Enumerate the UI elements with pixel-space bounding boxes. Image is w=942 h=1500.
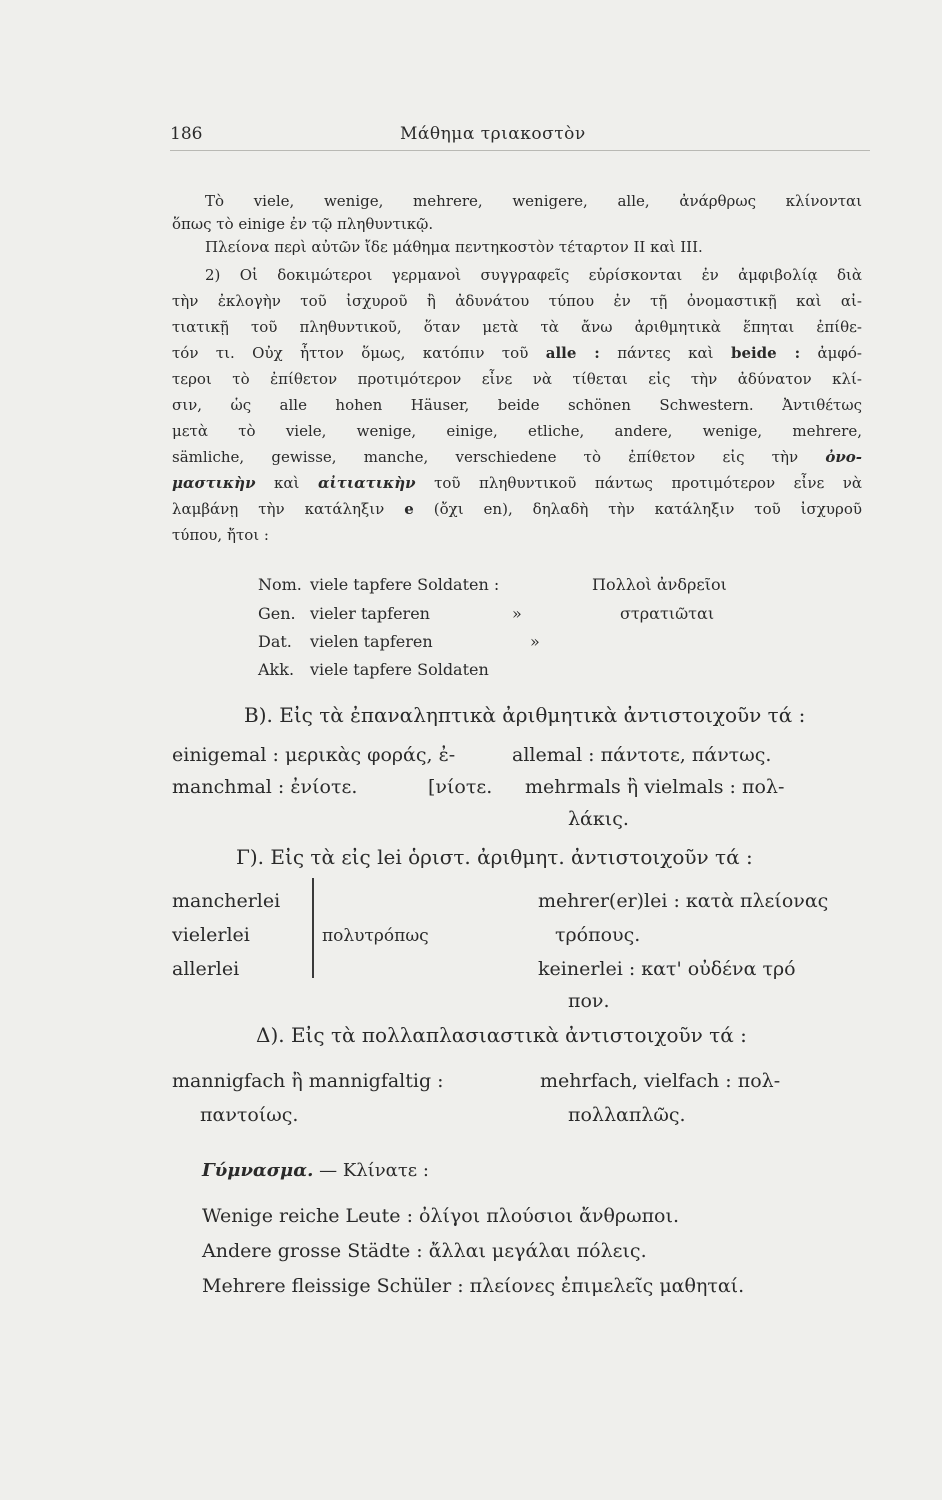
- exercise-line: Wenige reiche Leute : ὀλίγοι πλούσιοι ἄνθρωποι.: [202, 1205, 679, 1227]
- case-label: Akk.: [258, 660, 295, 679]
- case-form: viele tapfere Soldaten: [310, 660, 489, 679]
- case-greek: στρατιῶται: [620, 604, 715, 623]
- exercise-heading: [202, 1160, 429, 1181]
- note-text: τοῦ πληθυντικοῦ πάντως προτιμότερον εἶνε νὰ: [434, 474, 862, 492]
- section-g-right: τρόπους.: [555, 924, 641, 946]
- note-line: τιατικῇ τοῦ πληθυντικοῦ, ὅταν μετὰ τὰ ἄνω ἀριθμητικὰ ἕπηται ἐπίθε-: [172, 318, 862, 336]
- section-d-right: πολλαπλῶς.: [568, 1104, 686, 1126]
- section-d-right: mehrfach, vielfach : πολ-: [540, 1070, 781, 1092]
- section-d-left: mannigfach ἢ mannigfaltig :: [172, 1070, 444, 1092]
- note-text: sämliche, gewisse, manche, verschiedene τὸ ἐπίθετον εἰς τὴν: [172, 448, 799, 466]
- section-b-right: allemal : πάντοτε, πάντως.: [512, 744, 772, 766]
- ditto-mark: »: [530, 632, 540, 651]
- note-line: τεροι τὸ ἐπίθετον προτιμότερον εἶνε νὰ τίθεται εἰς τὴν ἀδύνατον κλί-: [172, 370, 862, 388]
- grouping-bracket: [312, 878, 314, 978]
- section-g-word: allerlei: [172, 958, 240, 980]
- section-g-meaning: πολυτρόπως: [322, 926, 429, 946]
- section-d-left: παντοίως.: [200, 1104, 299, 1126]
- exercise-label: Γύμνασμα.: [202, 1160, 314, 1181]
- note-line: [172, 342, 862, 365]
- note-text: λαμβάνῃ τὴν κατάληξιν: [172, 500, 385, 518]
- note-text: πάντες καὶ: [617, 344, 714, 362]
- section-g-right: mehrer(er)lei : κατὰ πλείονας: [538, 890, 829, 912]
- case-form: viele tapfere Soldaten :: [310, 575, 500, 594]
- note-line: σιν, ὡς alle hohen Häuser, beide schönen Schwestern. Ἀντιθέτως: [172, 396, 862, 414]
- exercise-line: Mehrere fleissige Schüler : πλείονες ἐπιμελεῖς μαθηταί.: [202, 1275, 745, 1297]
- note-bold-term: beide :: [730, 344, 801, 362]
- section-b-left: einigemal : μερικὰς φοράς, ἐ-: [172, 744, 456, 766]
- section-b-heading: Β). Εἰς τὰ ἐπαναληπτικὰ ἀριθμητικὰ ἀντιστοιχοῦν τά :: [244, 703, 806, 727]
- note-text: καὶ: [274, 474, 300, 492]
- section-b-right: λάκις.: [568, 808, 629, 830]
- exercise-line: Andere grosse Städte : ἄλλαι μεγάλαι πόλεις.: [202, 1240, 647, 1262]
- section-b-left: manchmal : ἐνίοτε.: [172, 776, 358, 798]
- section-b-right: mehrmals ἢ vielmals : πολ-: [525, 776, 785, 798]
- note-bold-term: alle :: [545, 344, 600, 362]
- case-greek: Πολλοὶ ἀνδρεῖοι: [592, 575, 727, 594]
- section-d-heading: Δ). Εἰς τὰ πολλαπλασιαστικὰ ἀντιστοιχοῦν τά :: [256, 1023, 747, 1047]
- exercise-instruction: — Κλίνατε :: [319, 1160, 429, 1181]
- note-line: [172, 446, 862, 469]
- case-form: vieler tapferen: [310, 604, 430, 623]
- section-g-right: πον.: [568, 990, 610, 1012]
- note-line: τύπου, ἤτοι :: [172, 526, 269, 544]
- intro-line: Πλείονα περὶ αὐτῶν ἴδε μάθημα πεντηκοστὸν τέταρτον II καὶ III.: [205, 238, 703, 256]
- note-line: [172, 498, 862, 521]
- note-bold-term: μαστικὴν: [172, 474, 256, 492]
- case-label: Gen.: [258, 604, 296, 623]
- note-text: τόν τι. Οὐχ ἧττον ὅμως, κατόπιν τοῦ: [172, 344, 529, 362]
- section-g-word: vielerlei: [172, 924, 250, 946]
- note-bold-term: e: [404, 500, 414, 518]
- section-g-heading: Γ). Εἰς τὰ εἰς lei ὁριστ. ἀριθμητ. ἀντιστοιχοῦν τά :: [236, 845, 753, 869]
- intro-line: Τὸ viele, wenige, mehrere, wenigere, alle, ἀνάρθρως κλίνονται: [205, 192, 862, 210]
- note-bold-term: αἰτιατικὴν: [317, 474, 416, 492]
- section-g-word: mancherlei: [172, 890, 281, 912]
- note-line: μετὰ τὸ viele, wenige, einige, etliche, andere, wenige, mehrere,: [172, 422, 862, 440]
- section-g-right: keinerlei : κατ' οὐδένα τρό: [538, 958, 796, 980]
- section-b-left: [νίοτε.: [428, 776, 493, 798]
- case-form: vielen tapferen: [310, 632, 433, 651]
- note-bold-term: ὀνο-: [825, 448, 862, 466]
- note-line: 2) Οἱ δοκιμώτεροι γερμανοὶ συγγραφεῖς εὑρίσκονται ἐν ἀμφιβολίᾳ διὰ: [205, 266, 862, 284]
- page-title: Μάθημα τριακοστὸν: [400, 124, 586, 144]
- case-label: Nom.: [258, 575, 302, 594]
- page-number: 186: [170, 124, 203, 144]
- note-text: (ὄχι en), δηλαδὴ τὴν κατάληξιν τοῦ ἰσχυροῦ: [433, 500, 862, 518]
- ditto-mark: »: [512, 604, 522, 623]
- intro-line: ὅπως τὸ einige ἐν τῷ πληθυντικῷ.: [172, 215, 434, 233]
- header-rule: [170, 150, 870, 151]
- note-text: ἀμφό-: [817, 344, 862, 362]
- note-line: τὴν ἐκλογὴν τοῦ ἰσχυροῦ ἢ ἀδυνάτου τύπου ἐν τῇ ὀνομαστικῇ καὶ αἰ-: [172, 292, 862, 310]
- note-line: [172, 472, 862, 495]
- case-label: Dat.: [258, 632, 292, 651]
